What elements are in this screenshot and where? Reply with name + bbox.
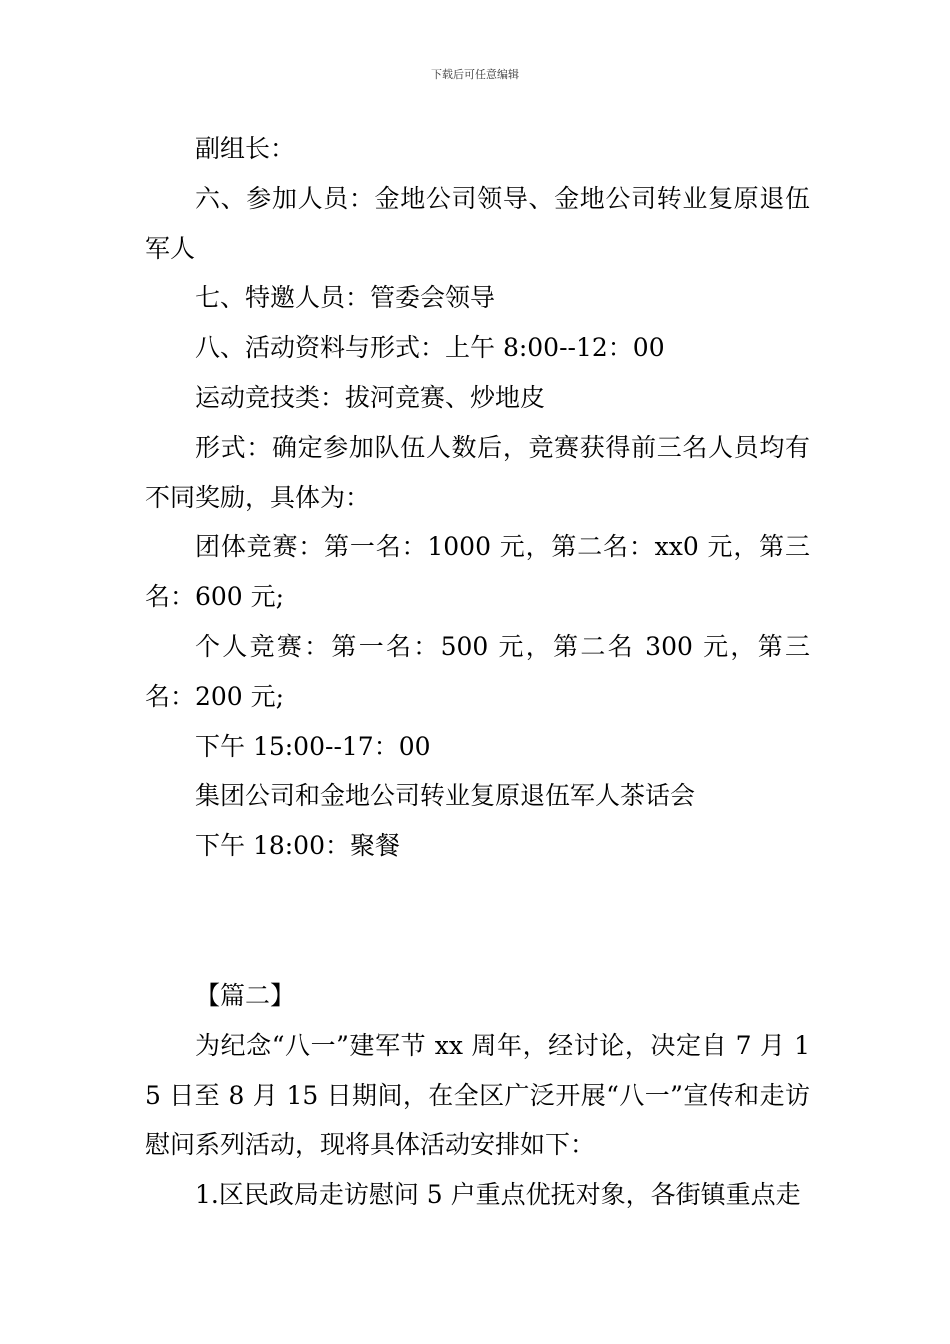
paragraph-afternoon-time: 下午 15:00--17：00 — [195, 731, 431, 761]
paragraph-deputy-leader: 副组长： — [195, 134, 296, 163]
paragraph-team-prizes: 团体竞赛：第一名：1000 元，第二名：xx0 元，第三名：600 元; — [145, 532, 810, 612]
paragraph-dinner: 下午 18:00：聚餐 — [195, 831, 400, 861]
paragraph-invited-guests: 七、特邀人员：管委会领导 — [195, 283, 496, 313]
paragraph-participants: 六、参加人员：金地公司领导、金地公司转业复原退伍军人 — [145, 183, 810, 263]
paragraph-sports-events: 运动竞技类：拔河竞赛、炒地皮 — [195, 382, 546, 412]
section-heading: 【篇二】 — [195, 980, 296, 1010]
paragraph-individual-prizes: 个人竞赛：第一名：500 元，第二名 300 元，第三名：200 元; — [145, 631, 810, 711]
paragraph-content-form: 八、活动资料与形式：上午 8:00--12：00 — [195, 333, 665, 363]
section-spacer — [145, 871, 810, 971]
page-header-note: 下载后可任意编辑 — [431, 68, 519, 81]
paragraph-tea-party: 集团公司和金地公司转业复原退伍军人茶话会 — [195, 781, 696, 811]
paragraph-commemoration: 为纪念“八一”建军节 xx 周年，经讨论，决定自 7 月 15 日至 8 月 15 日期间，在全区广泛开展“八一”宣传和走访慰问系列活动，现将具体活动安排如下： — [145, 1030, 810, 1160]
paragraph-item-1: 1.区民政局走访慰问 5 户重点优抚对象，各街镇重点走 — [195, 1180, 801, 1210]
document-body — [145, 124, 810, 1220]
paragraph-form-rewards: 形式：确定参加队伍人数后，竞赛获得前三名人员均有不同奖励，具体为： — [145, 432, 810, 512]
